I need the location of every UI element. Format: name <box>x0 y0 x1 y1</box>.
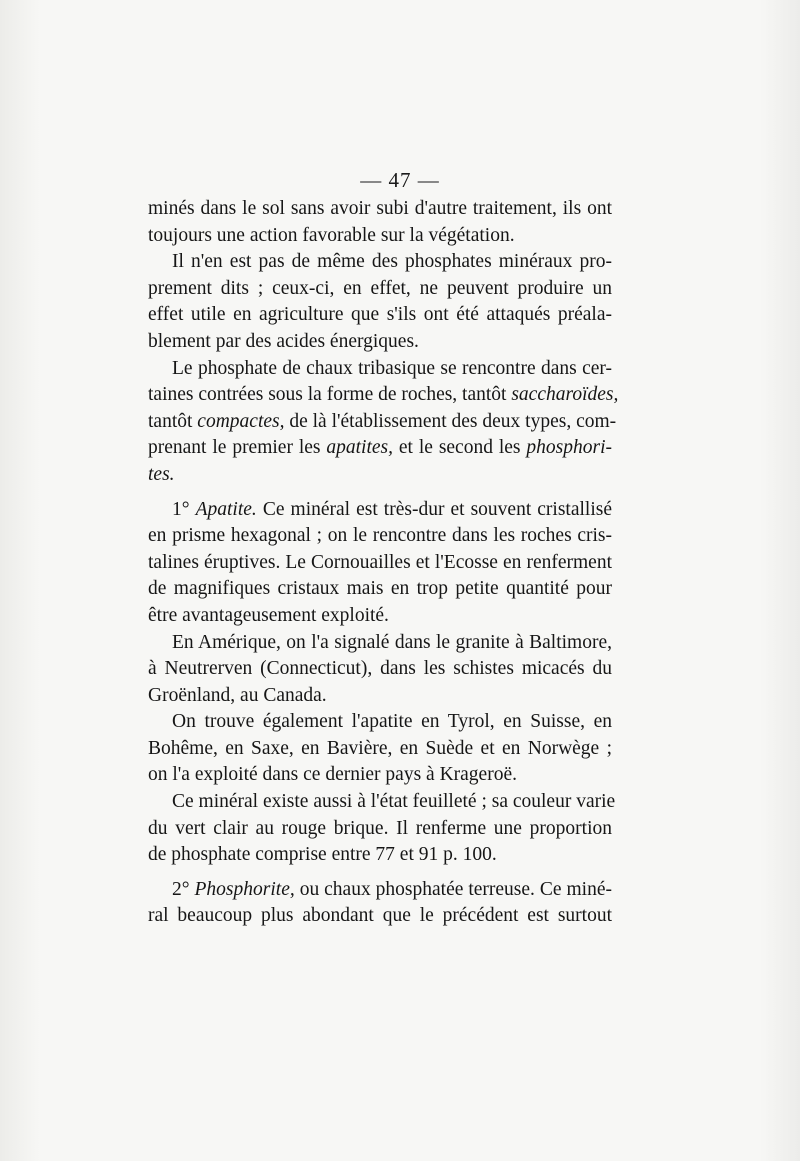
page-number: — 47 — <box>360 168 440 192</box>
italic-term: Phosphorite, <box>194 878 295 900</box>
text-line: effet utile en agriculture que s'ils ont été attaqués préala- <box>148 304 612 326</box>
text-line <box>148 435 612 462</box>
text-line: Il n'en est pas de même des phosphates minéraux pro- <box>172 251 612 273</box>
paragraph <box>148 196 612 249</box>
paragraph-gap <box>148 489 612 497</box>
paragraph <box>148 497 612 630</box>
text-line: Groënland, au Canada. <box>148 684 327 706</box>
text-line <box>148 409 617 436</box>
text-segment: prenant le premier les <box>148 437 327 459</box>
text-line: toujours une action favorable sur la végétation. <box>148 224 515 246</box>
text-line: en prisme hexagonal ; on le rencontre dans les roches cris- <box>148 525 612 547</box>
text-line: prement dits ; ceux-ci, en effet, ne peuvent produire un <box>148 277 612 299</box>
text-segment: tantôt <box>148 410 198 432</box>
text-segment: Ce minéral est très-dur et souvent cristallisé <box>256 498 612 520</box>
text-line <box>148 497 612 524</box>
text-line <box>148 462 612 489</box>
text-segment: et le second les <box>393 437 527 459</box>
italic-term: Apatite. <box>195 498 257 520</box>
text-line: blement par des acides énergiques. <box>148 330 419 352</box>
text-line: talines éruptives. Le Cornouailles et l'Ecosse en renferment <box>148 551 612 573</box>
text-line: ral beaucoup plus abondant que le précédent est surtout <box>148 905 612 927</box>
text-line: de magnifiques cristaux mais en trop petite quantité pour <box>148 578 612 600</box>
paragraph <box>148 356 619 489</box>
text-segment: 2° <box>172 878 195 900</box>
paragraph <box>148 630 612 710</box>
text-line: être avantageusement exploité. <box>148 604 389 626</box>
italic-term: phosphori- <box>526 437 612 459</box>
text-line: Bohême, en Saxe, en Bavière, en Suède et en Norwège ; <box>148 737 612 759</box>
paragraph <box>148 789 616 869</box>
paragraph <box>148 877 612 930</box>
italic-term: apatites, <box>326 437 394 459</box>
text-segment: de là l'établissement des deux types, com- <box>284 410 617 432</box>
text-line: à Neutrerven (Connecticut), dans les schistes micacés du <box>148 658 612 680</box>
paragraph-gap <box>148 869 612 877</box>
italic-term: saccharoïdes, <box>511 384 619 406</box>
text-line <box>148 382 619 409</box>
text-line: on l'a exploité dans ce dernier pays à Krageroë. <box>148 764 517 786</box>
text-segment: taines contrées sous la forme de roches, tantôt <box>148 384 512 406</box>
text-line: En Amérique, on l'a signalé dans le granite à Baltimore, <box>172 631 612 653</box>
italic-term: compactes, <box>197 410 285 432</box>
paragraph <box>148 709 612 789</box>
text-line: Ce minéral existe aussi à l'état feuilleté ; sa couleur varie <box>172 791 616 813</box>
italic-term: tes. <box>148 463 175 485</box>
text-line <box>148 877 612 904</box>
text-line: Le phosphate de chaux tribasique se rencontre dans cer- <box>172 357 612 379</box>
text-line: On trouve également l'apatite en Tyrol, en Suisse, en <box>172 711 612 733</box>
text-segment: ou chaux phosphatée terreuse. Ce miné- <box>294 878 612 900</box>
paragraph <box>148 249 612 355</box>
body-text <box>148 196 619 930</box>
text-line: de phosphate comprise entre 77 et 91 p. 100. <box>148 844 497 866</box>
text-segment: 1° <box>172 498 196 520</box>
text-line: du vert clair au rouge brique. Il renferme une proportion <box>148 817 612 839</box>
text-line: minés dans le sol sans avoir subi d'autre traitement, ils ont <box>148 198 612 219</box>
